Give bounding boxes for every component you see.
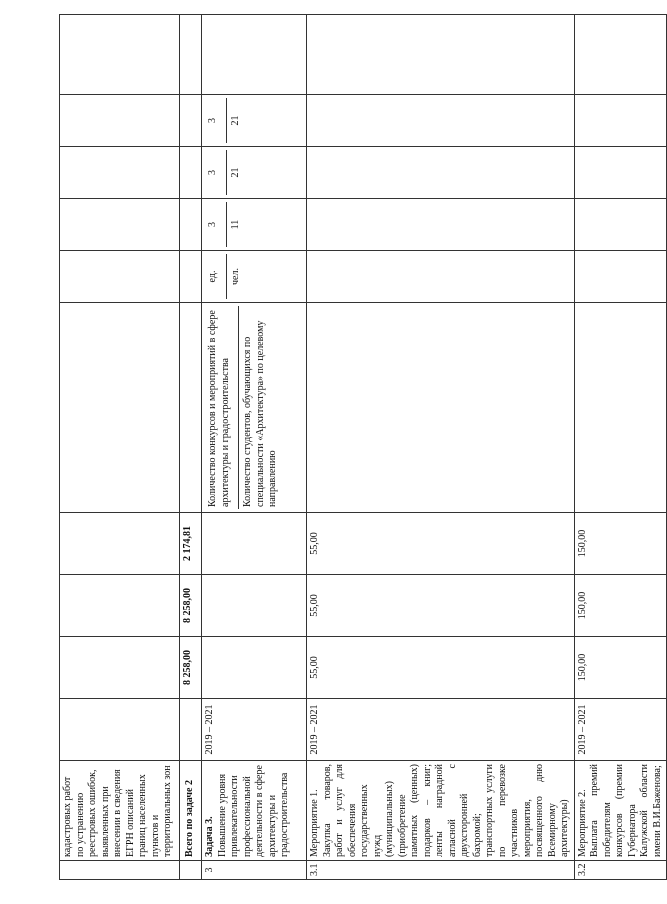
program-table [59, 14, 667, 880]
indicator-value: 3 [204, 202, 227, 247]
indicator-value: 21 [229, 167, 241, 178]
m32-cell [574, 761, 667, 861]
m31-total: 55,00 [307, 637, 575, 699]
m31-2019: 55,00 [307, 575, 575, 637]
total2-2019: 8 258,00 [180, 575, 202, 637]
m31-num: 3.1 [307, 861, 575, 880]
task3-num: 3 [202, 861, 307, 880]
m31-2020: 55,00 [307, 513, 575, 575]
task3-cell [202, 761, 307, 861]
indicator-2021 [202, 95, 307, 147]
m32-title: Мероприятие 2. [576, 789, 588, 857]
m31-cell [307, 761, 575, 861]
total2-total: 8 258,00 [180, 637, 202, 699]
table-row [180, 15, 202, 880]
task3-title: Задача 3. [204, 816, 215, 857]
total2-2020: 2 174,81 [180, 513, 202, 575]
rotated-page [59, 15, 663, 880]
indicator-name: Количество конкурсов и мероприятий в сфере архитектуры и градостроительства [204, 306, 239, 509]
m32-period: 2019 – 2021 [574, 699, 667, 761]
indicator-value: 21 [229, 115, 241, 126]
task3-period: 2019 – 2021 [202, 699, 307, 761]
m31-title: Мероприятие 1. [309, 789, 320, 857]
m32-name: Выплата премий победителям конкурсов (премии Губернатора Калужской области имени В.И.Баженова; [589, 764, 663, 857]
indicator-unit: чел. [229, 268, 241, 285]
m32-num: 3.2 [574, 861, 667, 880]
table-row [60, 15, 180, 880]
m32-2019: 150,00 [574, 575, 667, 637]
indicator-value: 3 [204, 98, 227, 143]
total2-label: Всего по задаче 2 [180, 761, 202, 861]
indicator-names [202, 303, 307, 513]
indicator-value: 3 [204, 150, 227, 195]
cadastral-name: кадастровых работ по устранению реестровых ошибок, выявленных при внесении в сведения ЕГРН описаний границ населенных пунктов и территориальных зон [60, 761, 180, 861]
indicator-2019 [202, 199, 307, 251]
indicator-value: 11 [229, 219, 241, 230]
indicator-units [202, 251, 307, 303]
m31-name: Закупка товаров, работ и услуг для обеспечения государственных нужд (муниципальных) (приобретение памятных (ценных) подарков – книг; ленты наградной атласной с двухсторонней бахромой; транспортных услуги по перевозке участников мероприятия, посвященного дню Всемирному архитектуры) [321, 764, 570, 857]
m32-2020: 150,00 [574, 513, 667, 575]
m31-period: 2019 – 2021 [307, 699, 575, 761]
table-row [307, 15, 575, 880]
indicator-2020 [202, 147, 307, 199]
indicator-unit: ед. [204, 254, 227, 299]
task3-name: Повышение уровня привлекательности профессиональной деятельности в сфере архитектуры и градостроительства [216, 765, 290, 857]
table-row [574, 15, 667, 880]
indicator-name: Количество студентов, обучающихся по специальности «Архитектура» по целевому направлению [242, 320, 278, 507]
table-row [202, 15, 307, 880]
m32-total: 150,00 [574, 637, 667, 699]
